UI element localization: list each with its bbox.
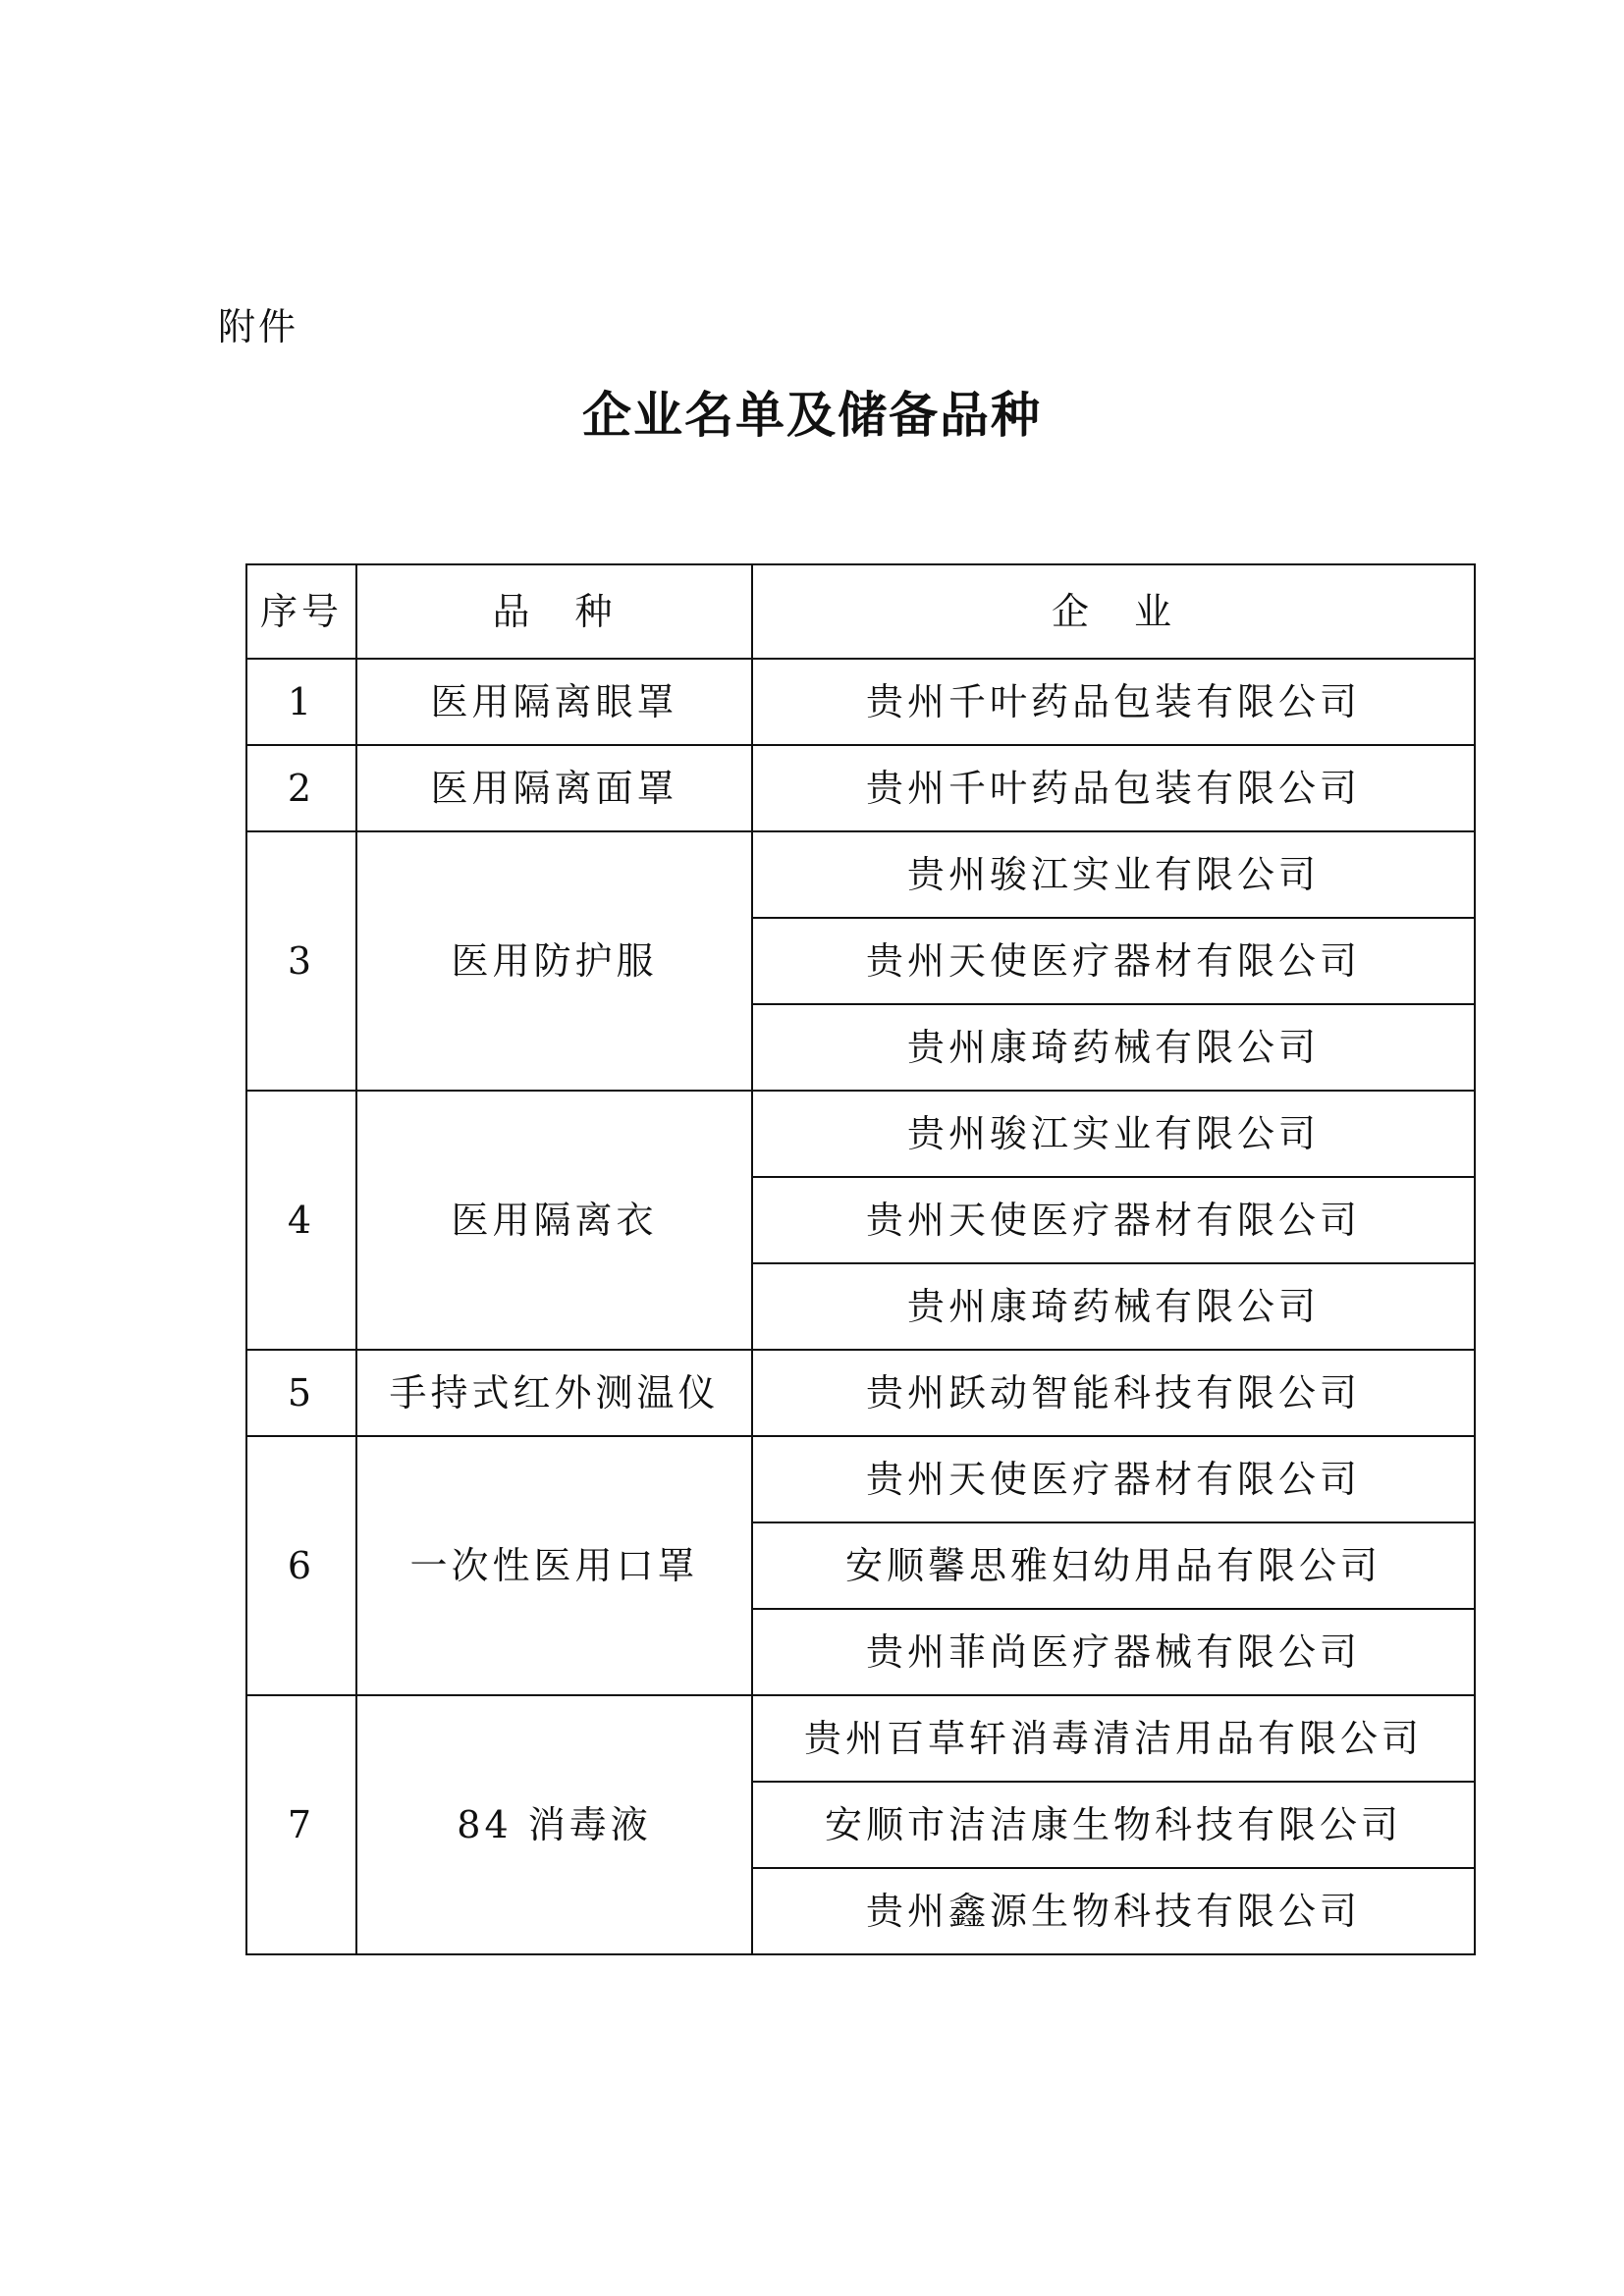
row-item: 手持式红外测温仪 (356, 1350, 752, 1436)
row-item: 一次性医用口罩 (356, 1436, 752, 1695)
header-seq: 序号 (246, 564, 356, 659)
row-seq: 7 (246, 1695, 356, 1954)
document-title: 企业名单及储备品种 (582, 386, 1042, 444)
row-company: 贵州康琦药械有限公司 (752, 1004, 1475, 1091)
row-company: 贵州鑫源生物科技有限公司 (752, 1868, 1475, 1954)
row-seq: 4 (246, 1091, 356, 1350)
row-seq: 6 (246, 1436, 356, 1695)
row-company: 安顺馨思雅妇幼用品有限公司 (752, 1522, 1475, 1609)
header-company: 企 业 (752, 564, 1475, 659)
row-company: 贵州跃动智能科技有限公司 (752, 1350, 1475, 1436)
row-item: 医用防护服 (356, 831, 752, 1091)
row-seq: 5 (246, 1350, 356, 1436)
table-row (246, 1695, 1475, 1782)
row-seq: 3 (246, 831, 356, 1091)
table-row (246, 659, 1475, 745)
row-item: 医用隔离衣 (356, 1091, 752, 1350)
row-company: 贵州康琦药械有限公司 (752, 1263, 1475, 1350)
table-header-row (246, 564, 1475, 659)
table-row (246, 1091, 1475, 1177)
row-company: 贵州天使医疗器材有限公司 (752, 1436, 1475, 1522)
table-row (246, 1350, 1475, 1436)
table-row (246, 1436, 1475, 1522)
table-row (246, 831, 1475, 918)
enterprise-table (245, 563, 1476, 1955)
row-company: 贵州骏江实业有限公司 (752, 831, 1475, 918)
row-company: 贵州菲尚医疗器械有限公司 (752, 1609, 1475, 1695)
header-item: 品 种 (356, 564, 752, 659)
row-company: 贵州百草轩消毒清洁用品有限公司 (752, 1695, 1475, 1782)
row-item: 医用隔离面罩 (356, 745, 752, 831)
row-seq: 2 (246, 745, 356, 831)
row-company: 贵州千叶药品包装有限公司 (752, 745, 1475, 831)
table-row (246, 745, 1475, 831)
row-company: 贵州千叶药品包装有限公司 (752, 659, 1475, 745)
row-company: 贵州天使医疗器材有限公司 (752, 1177, 1475, 1263)
row-company: 贵州骏江实业有限公司 (752, 1091, 1475, 1177)
row-company: 安顺市洁洁康生物科技有限公司 (752, 1782, 1475, 1868)
attachment-label: 附件 (218, 305, 299, 348)
row-company: 贵州天使医疗器材有限公司 (752, 918, 1475, 1004)
row-item: 84 消毒液 (356, 1695, 752, 1954)
row-item: 医用隔离眼罩 (356, 659, 752, 745)
row-seq: 1 (246, 659, 356, 745)
